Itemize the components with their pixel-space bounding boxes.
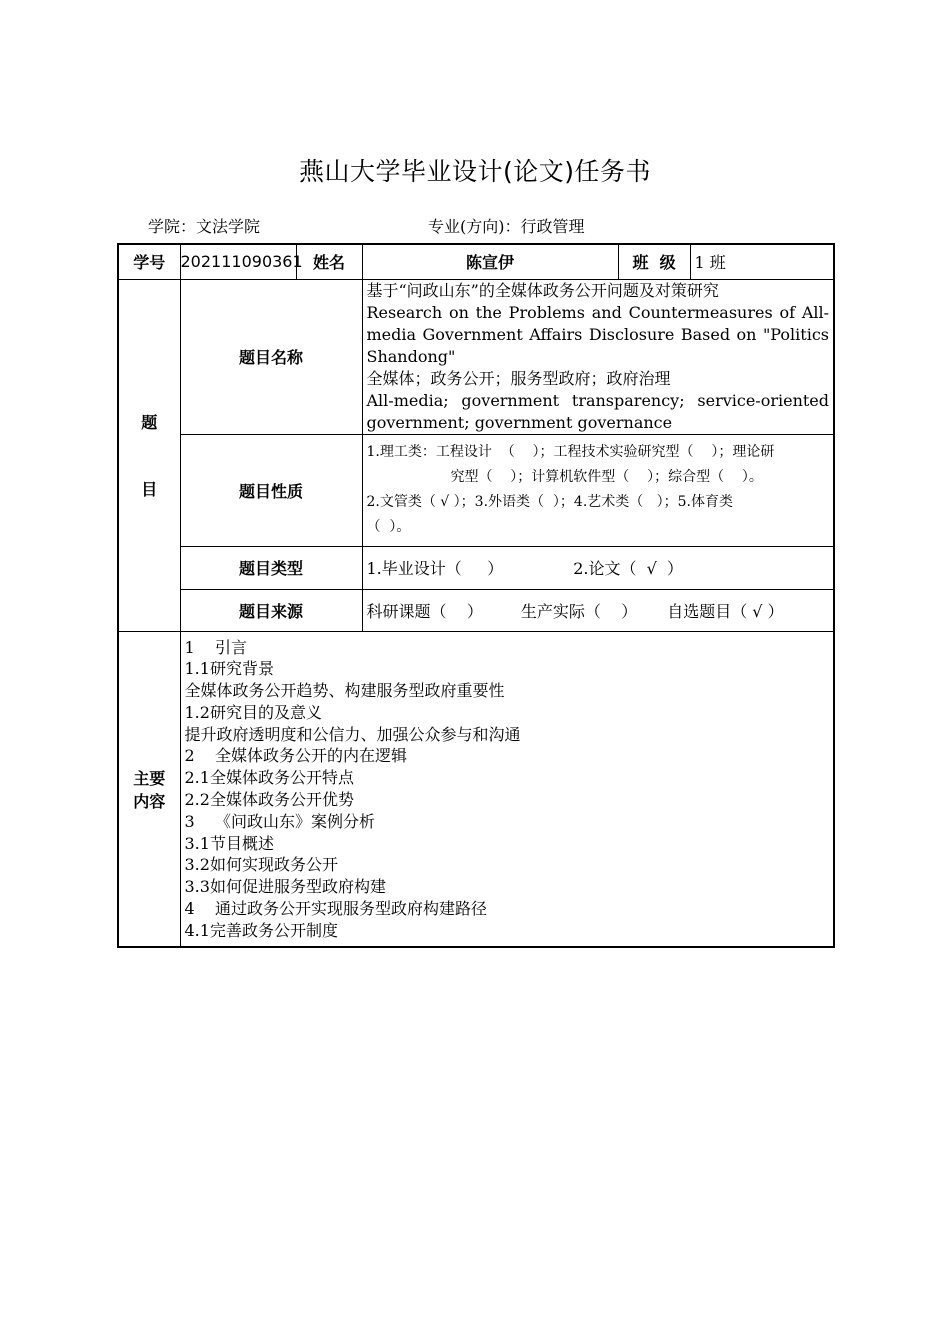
- student-info-row: [118, 244, 834, 279]
- keywords-en: All-media; government transparency; service-oriented government; government governance: [366, 390, 830, 432]
- content-line: 3.1节目概述: [184, 833, 274, 853]
- name-value: 陈宣伊: [362, 244, 618, 279]
- content-line: 全媒体政务公开趋势、构建服务型政府重要性: [184, 681, 505, 701]
- content-line: 2.2全媒体政务公开优势: [184, 790, 354, 810]
- content-line: 2.1全媒体政务公开特点: [184, 768, 354, 788]
- main-content-label-1: 主要: [133, 768, 166, 788]
- document-title: 燕山大学毕业设计(论文)任务书: [298, 157, 651, 186]
- content-line: 1.2研究目的及意义: [184, 702, 322, 722]
- class-value: 1 班: [690, 244, 834, 279]
- class-label: 班 级: [618, 244, 690, 279]
- content-line: 3.3如何促进服务型政府构建: [184, 877, 386, 897]
- college-field: 学院：文法学院: [148, 217, 261, 236]
- nature-option-line-3: 2.文管类（ √ ）；3.外语类（ ）；4.艺术类（ ）；5.体育类: [366, 494, 734, 510]
- topic-type-value: [362, 546, 834, 589]
- topic-source-label: 题目来源: [180, 589, 362, 631]
- type-option-thesis: 2.论文（ √ ）: [573, 559, 684, 578]
- topic-section-char-1: 题: [141, 413, 158, 432]
- content-line: 1.1研究背景: [184, 659, 274, 679]
- topic-title-label: 题目名称: [180, 279, 362, 434]
- name-label: 姓名: [296, 244, 362, 279]
- topic-title-en: Research on the Problems and Countermeasures of All-media Government Affairs Disclosure Based on "Politics Shandong": [366, 302, 830, 366]
- source-option-research: 科研课题（ ）: [366, 601, 483, 621]
- topic-section-char-2: 目: [141, 480, 158, 499]
- topic-source-row: [118, 589, 834, 631]
- content-line: 3 《问政山东》案例分析: [184, 811, 376, 831]
- main-content-label: [118, 631, 180, 947]
- main-content-row: [118, 631, 834, 947]
- topic-title-cn: 基于“问政山东”的全媒体政务公开问题及对策研究: [366, 280, 719, 300]
- topic-title-value: [362, 279, 834, 434]
- content-line: 提升政府透明度和公信力、加强公众参与和沟通: [184, 724, 521, 744]
- source-option-production: 生产实际（ ）: [520, 601, 638, 621]
- major-field: 专业(方向)：行政管理: [428, 217, 585, 236]
- type-option-design: 1.毕业设计（ ）: [366, 559, 504, 578]
- nature-option-line-4: （ ）。: [366, 519, 411, 535]
- content-line: 1 引言: [184, 637, 248, 657]
- student-id-label: 学号: [118, 244, 180, 279]
- content-line: 3.2如何实现政务公开: [184, 855, 338, 875]
- main-content-body: [180, 631, 834, 947]
- nature-option-line-1: 1.理工类：工程设计 （ ）；工程技术实验研究型（ ）；理论研: [366, 444, 775, 460]
- topic-nature-label: 题目性质: [180, 434, 362, 546]
- task-table: [117, 243, 835, 948]
- topic-nature-value: [362, 434, 834, 546]
- topic-source-value: [362, 589, 834, 631]
- topic-type-label: 题目类型: [180, 546, 362, 589]
- topic-section-label: [118, 279, 180, 631]
- topic-title-row: [118, 279, 834, 434]
- content-line: 4 通过政务公开实现服务型政府构建路径: [184, 899, 488, 919]
- topic-nature-row: [118, 434, 834, 546]
- content-line: 2 全媒体政务公开的内在逻辑: [184, 746, 408, 766]
- topic-type-row: [118, 546, 834, 589]
- student-id-value: 202111090361: [180, 244, 296, 279]
- keywords-cn: 全媒体；政务公开；服务型政府；政府治理: [366, 368, 671, 388]
- content-line: 4.1完善政务公开制度: [184, 920, 338, 940]
- main-content-label-2: 内容: [133, 791, 166, 811]
- source-option-self: 自选题目（ √ ）: [667, 601, 784, 621]
- nature-option-line-2: 究型（ ）；计算机软件型（ ）；综合型（ ）。: [450, 469, 763, 485]
